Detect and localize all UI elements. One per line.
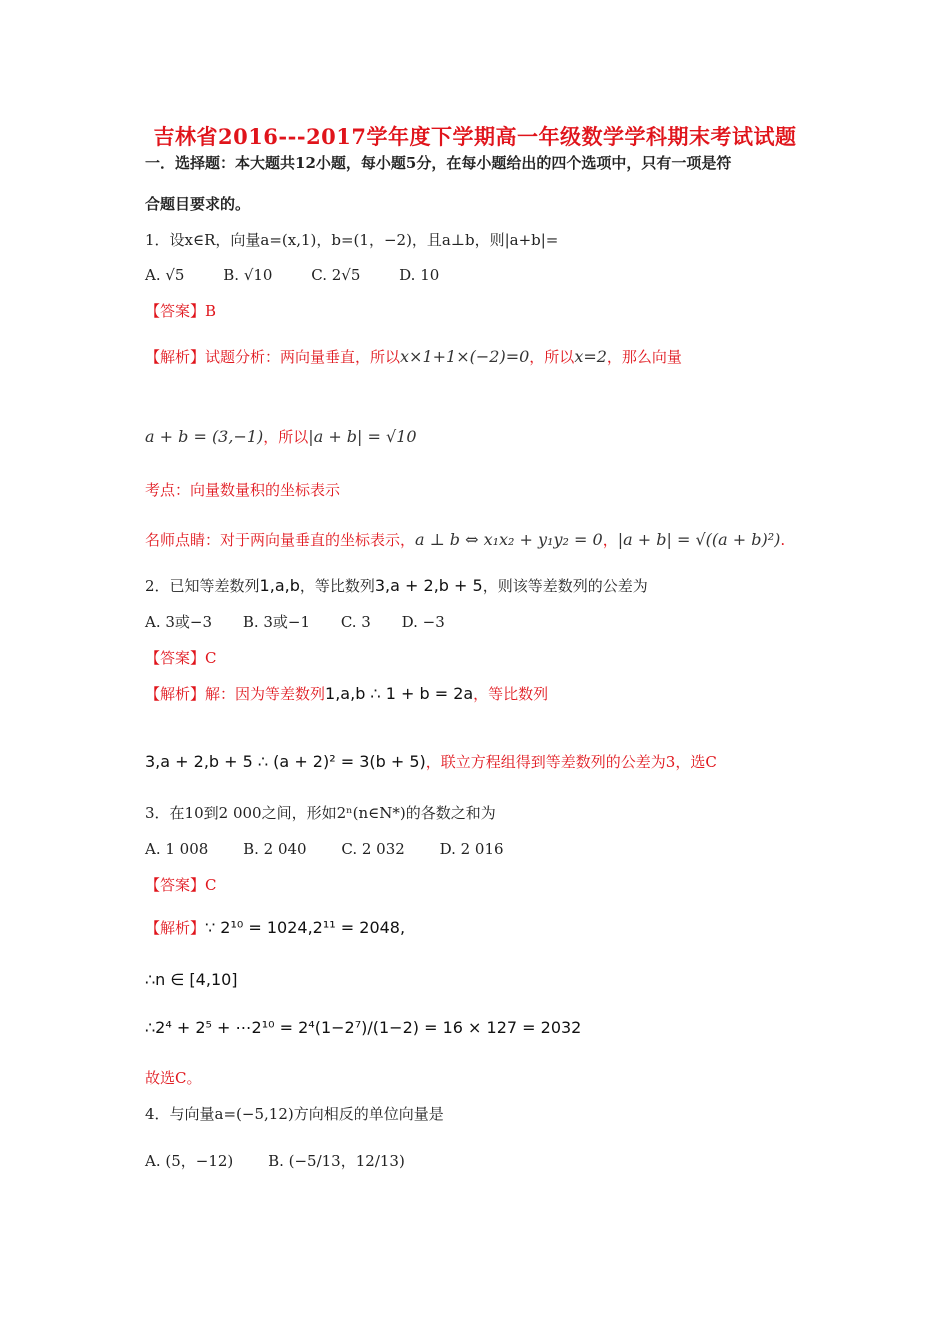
q2-line2-math: 3,a + 2,b + 5 ∴ (a + 2)² = 3(b + 5) bbox=[145, 752, 426, 771]
q2-stem-math1: 1,a,b bbox=[259, 576, 300, 595]
q2-analysis-text1: 解：因为等差数列 bbox=[205, 685, 326, 703]
section-heading-line2: 合题目要求的。 bbox=[145, 195, 251, 213]
q2-option-b: B. 3或−1 bbox=[242, 613, 311, 631]
q1-kaodian: 考点：向量数量积的坐标表示 bbox=[145, 481, 341, 499]
q2-options bbox=[145, 612, 479, 632]
q1-options bbox=[145, 265, 473, 285]
q1-analysis-math2: x=2 bbox=[574, 347, 607, 366]
q4-stem: 4．与向量a=(−5,12)方向相反的单位向量是 bbox=[145, 1105, 444, 1123]
q1-analysis-line2 bbox=[145, 427, 417, 447]
q3-analysis-label: 【解析】 bbox=[145, 919, 206, 937]
q3-analysis-line2: ∴n ∈ [4,10] bbox=[145, 970, 238, 989]
q3-option-b: B. 2 040 bbox=[243, 840, 307, 858]
q1-option-a: A. √5 bbox=[145, 266, 185, 284]
q1-analysis-line1 bbox=[145, 347, 682, 367]
q4-options bbox=[145, 1151, 439, 1171]
q1-mingshi-math1: a ⊥ b ⇔ x₁x₂ + y₁y₂ = 0 bbox=[415, 530, 603, 549]
q2-stem bbox=[145, 576, 648, 596]
q3-option-a: A. 1 008 bbox=[145, 840, 209, 858]
q1-line2-math1: a + b = (3,−1) bbox=[145, 427, 264, 446]
page-title: 吉林省2016---2017学年度下学期高一年级数学学科期末考试试题 bbox=[153, 124, 797, 149]
q3-analysis-line1 bbox=[145, 918, 405, 938]
q1-mingshi-math2: |a + b| = √((a + b)²) bbox=[617, 530, 781, 549]
q2-analysis-line1 bbox=[145, 684, 548, 704]
q1-line2-math2: |a + b| = √10 bbox=[308, 427, 417, 446]
q1-analysis-text1: 试题分析：两向量垂直，所以 bbox=[205, 348, 401, 366]
q2-stem-c: ，则该等差数列的公差为 bbox=[482, 577, 648, 595]
q3-answer: 【答案】C bbox=[145, 876, 217, 894]
q1-mingshi-sep: ， bbox=[602, 531, 618, 549]
q3-analysis-math1: ∵ 2¹⁰ = 1024,2¹¹ = 2048, bbox=[205, 918, 406, 937]
q1-mingshi-text: 名师点睛：对于两向量垂直的坐标表示， bbox=[145, 531, 416, 549]
q2-stem-a: 2．已知等差数列 bbox=[145, 577, 260, 595]
q1-line2-text: ，所以 bbox=[263, 428, 309, 446]
q2-stem-math2: 3,a + 2,b + 5 bbox=[374, 576, 483, 595]
q1-option-d: D. 10 bbox=[399, 266, 440, 284]
q3-options bbox=[145, 839, 538, 859]
q1-answer: 【答案】B bbox=[145, 302, 217, 320]
q2-analysis-math1: 1,a,b ∴ 1 + b = 2a bbox=[325, 684, 474, 703]
q1-mingshi bbox=[145, 530, 785, 550]
q2-stem-b: ，等比数列 bbox=[299, 577, 375, 595]
q1-analysis-math1: x×1+1×(−2)=0 bbox=[400, 347, 530, 366]
q3-option-d: D. 2 016 bbox=[439, 840, 504, 858]
q2-analysis-text2: ，等比数列 bbox=[473, 685, 549, 703]
q1-mingshi-end: . bbox=[780, 531, 786, 549]
q3-stem: 3．在10到2 000之间，形如2ⁿ(n∈N*)的各数之和为 bbox=[145, 804, 496, 822]
q1-analysis-text3: ，那么向量 bbox=[606, 348, 682, 366]
section-heading-line1: 一．选择题：本大题共12小题，每小题5分，在每小题给出的四个选项中，只有一项是符 bbox=[145, 154, 732, 172]
q2-analysis-label: 【解析】 bbox=[145, 685, 206, 703]
q2-option-d: D. −3 bbox=[401, 613, 445, 631]
q1-analysis-text2: ，所以 bbox=[529, 348, 575, 366]
q2-line2-text: ，联立方程组得到等差数列的公差为3，选C bbox=[425, 753, 717, 771]
q1-analysis-label: 【解析】 bbox=[145, 348, 206, 366]
q2-answer: 【答案】C bbox=[145, 649, 217, 667]
q3-option-c: C. 2 032 bbox=[341, 840, 405, 858]
q4-option-a: A. (5，−12) bbox=[145, 1152, 234, 1170]
q1-option-c: C. 2√5 bbox=[311, 266, 361, 284]
q3-analysis-line3: ∴2⁴ + 2⁵ + ⋯2¹⁰ = 2⁴(1−2⁷)/(1−2) = 16 × 127 = 2032 bbox=[145, 1018, 582, 1037]
q2-option-c: C. 3 bbox=[340, 613, 371, 631]
q2-option-a: A. 3或−3 bbox=[145, 613, 213, 631]
q1-stem: 1．设x∈R，向量a=(x,1)，b=(1，−2)，且a⊥b，则|a+b|= bbox=[145, 231, 559, 249]
q1-option-b: B. √10 bbox=[223, 266, 273, 284]
q4-option-b: B. (−5/13，12/13) bbox=[268, 1152, 405, 1170]
q2-analysis-line2 bbox=[145, 752, 717, 772]
q3-conclusion: 故选C。 bbox=[145, 1069, 202, 1087]
